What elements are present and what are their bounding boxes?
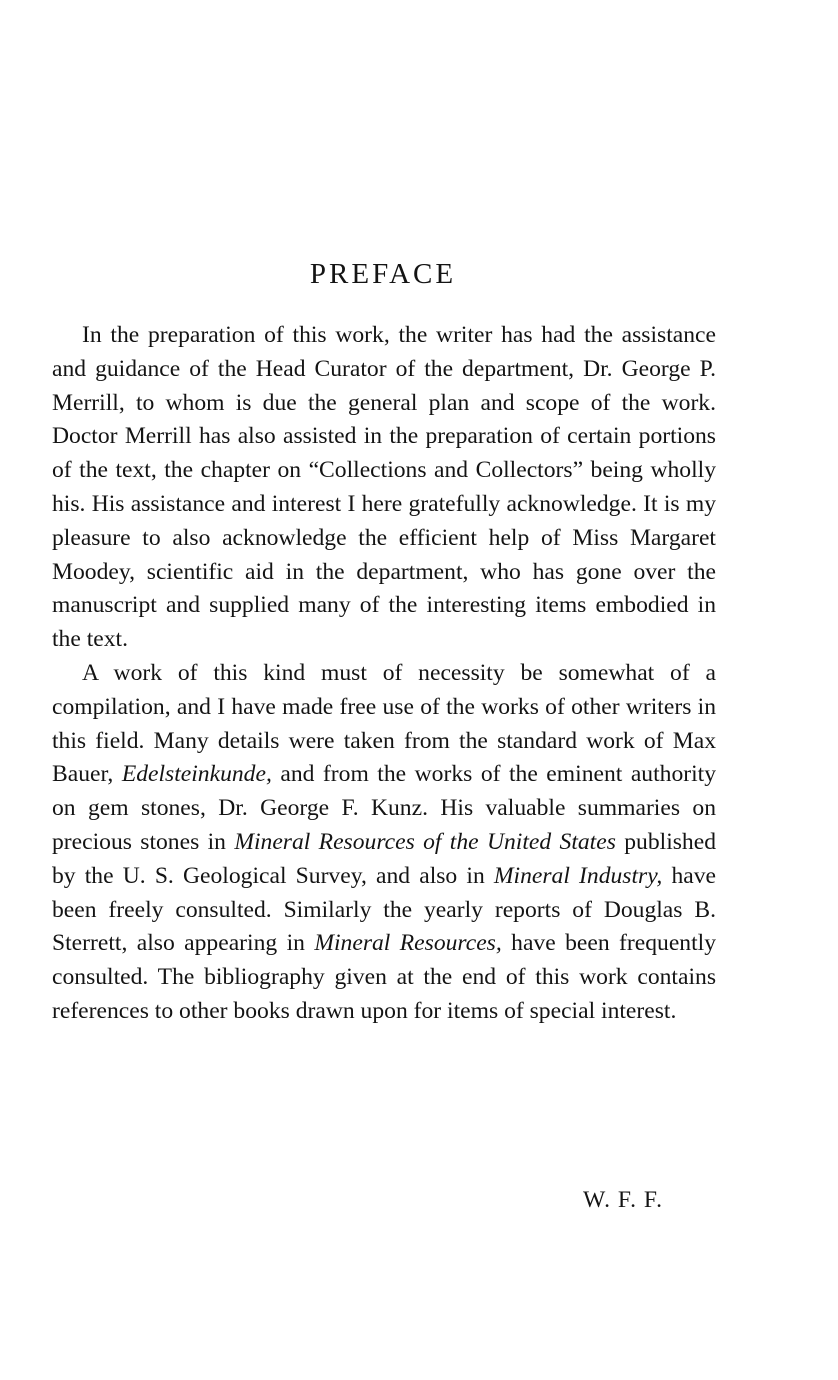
paragraph-text-run: A work of this kind must of necessity be somewhat of a compilation, and I have made free use of the works of other writers in this field. Many details were taken from the standard work of Max Bauer, xyxy=(52,659,716,788)
preface-paragraph-2 xyxy=(52,657,716,1029)
preface-paragraph-1 xyxy=(52,319,716,657)
italic-title-text: Mineral Resources of the United States xyxy=(234,828,616,855)
paragraph-text-run: In the preparation of this work, the writer has had the assistance and guidance of the Head Curator of the department, Dr. George P. Merrill, to whom is due the general plan and scope of the work. Doctor Merrill has also assisted in the preparation of certain portions of the text, the chapter on “Collections and Collectors” being wholly his. His assistance and interest I here gratefully acknowledge. It is my pleasure to also acknowledge the efficient help of Miss Margaret Moodey, scientific aid in the department, who has gone over the manuscript and supplied many of the interesting items embodied in the text. xyxy=(52,322,716,653)
page-title: PREFACE xyxy=(309,258,457,290)
author-initials: W. F. F. xyxy=(583,1187,664,1213)
paragraph-text-run: published by the U. S. Geological Survey, and also in xyxy=(52,828,717,889)
italic-title-text: Mineral Industry, xyxy=(493,862,663,889)
preface-body xyxy=(52,319,716,1029)
paragraph-text-run: have been frequently consulted. The bibliography given at the end of this work contains references to other books drawn upon for items of special interest. xyxy=(52,930,716,1024)
italic-title-text: Edelsteinkunde, xyxy=(121,761,272,788)
paragraph-text-run: have been freely consulted. Similarly the yearly reports of Douglas B. Sterrett, also appearing in xyxy=(52,862,716,957)
italic-title-text: Mineral Resources, xyxy=(314,930,502,957)
paragraph-text-run: and from the works of the eminent authority on gem stones, Dr. George F. Kunz. His valuable summaries on precious stones in xyxy=(52,761,717,855)
